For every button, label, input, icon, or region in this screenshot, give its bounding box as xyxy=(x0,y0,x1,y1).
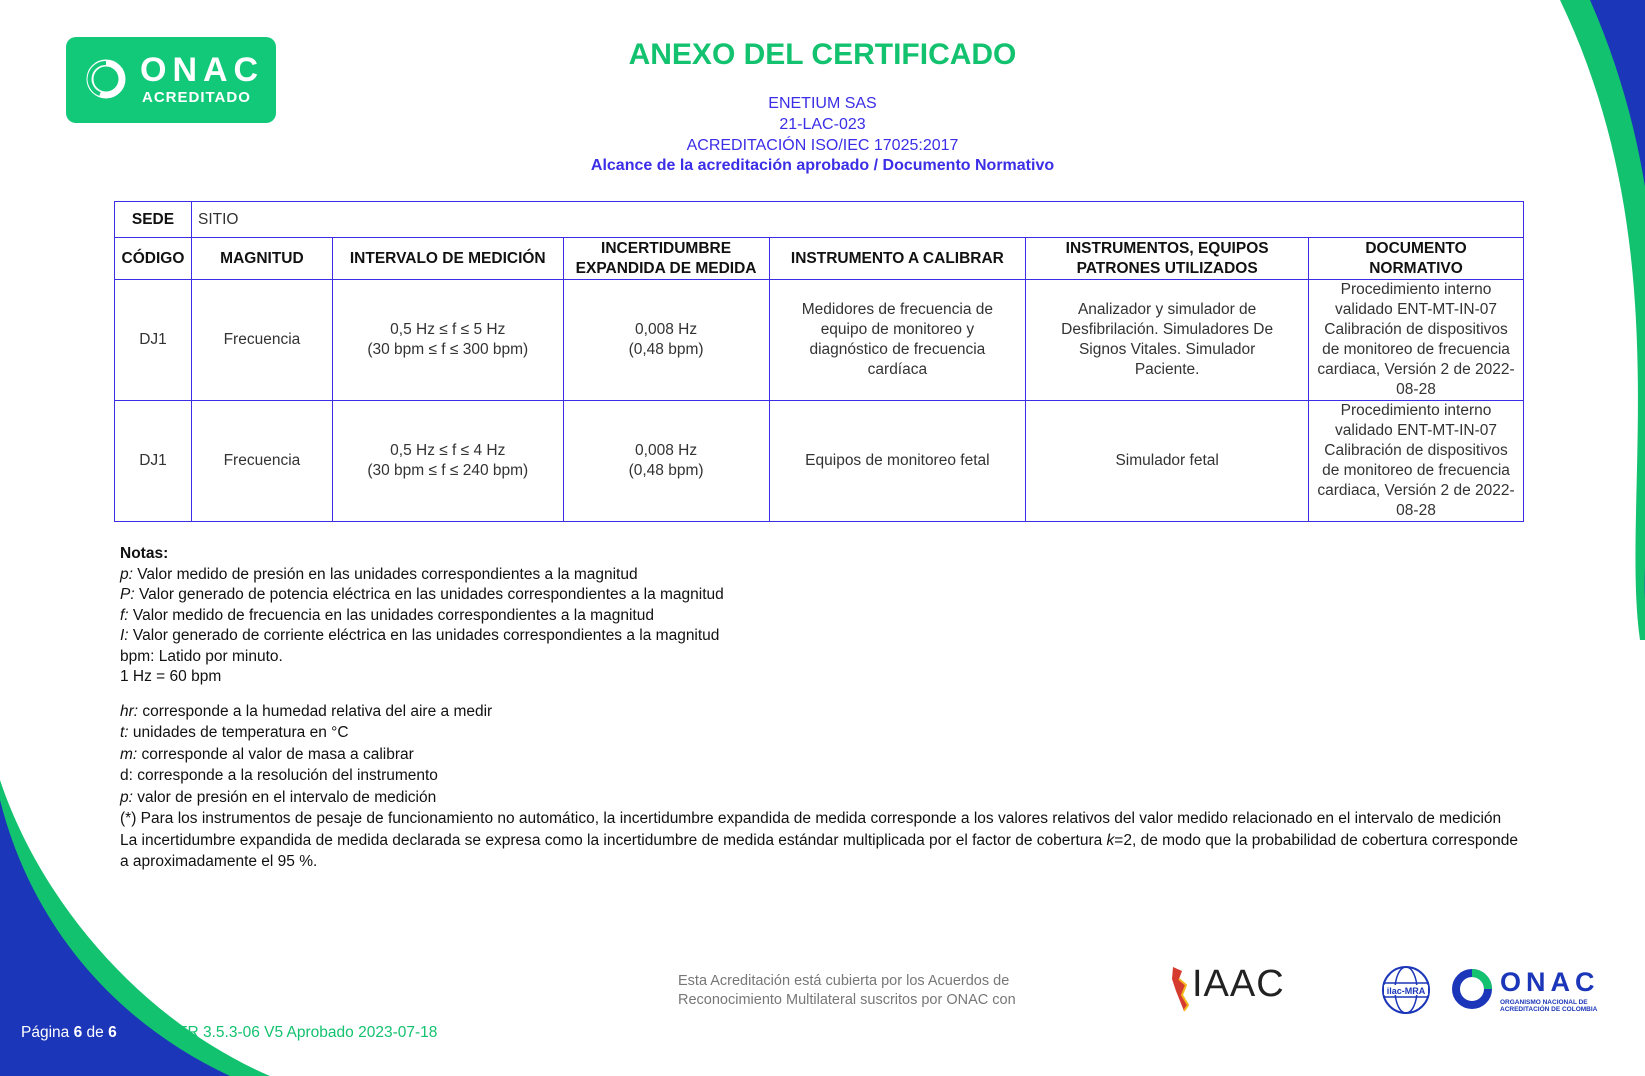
note-text: unidades de temperatura en °C xyxy=(128,724,349,741)
note-text: Valor medido de presión en las unidades correspondientes a la magnitud xyxy=(132,565,638,583)
note-text: =2, de modo que la probabilidad de cobertura corresponde a aproximadamente el 95 %. xyxy=(120,831,1519,870)
note-text: La incertidumbre expandida de medida declarada se expresa como la incertidumbre de medida estándar multiplicada por el factor de cobertura xyxy=(120,831,1107,849)
incert-bpm: (0,48 bpm) xyxy=(628,462,704,479)
cell-codigo: DJ1 xyxy=(115,280,192,401)
note-line xyxy=(120,787,1520,809)
logo-name: ONAC xyxy=(140,51,265,89)
onac-sub: ORGANISMO NACIONAL DE ACREDITACIÓN DE COLOMBIA xyxy=(1500,999,1598,1013)
cell-instrumento: Medidores de frecuencia de equipo de monitoreo y diagnóstico de frecuencia cardíaca xyxy=(769,280,1026,401)
header-instrumento: INSTRUMENTO A CALIBRAR xyxy=(769,238,1026,280)
cell-intervalo xyxy=(332,280,563,401)
note-line xyxy=(120,830,1520,873)
sede-label: SEDE xyxy=(115,202,192,238)
note-line xyxy=(120,606,1520,627)
cell-instrumento: Equipos de monitoreo fetal xyxy=(769,401,1026,522)
note-line xyxy=(120,722,1520,744)
note-symbol: I: xyxy=(120,627,129,644)
note-text: corresponde al valor de masa a calibrar xyxy=(137,745,414,763)
ilac-globe-icon xyxy=(1381,965,1431,1015)
header-intervalo: INTERVALO DE MEDICIÓN xyxy=(332,238,563,280)
table-row xyxy=(115,401,1524,522)
note-line: bpm: Latido por minuto. xyxy=(120,647,283,665)
intervalo-bpm: (30 bpm ≤ f ≤ 300 bpm) xyxy=(367,341,529,358)
note-line xyxy=(120,701,1520,723)
cell-incertidumbre xyxy=(563,280,769,401)
cell-documento: Procedimiento interno validado ENT-MT-IN-07 Calibración de dispositivos de monitoreo de frecuencia cardiaca, Versión 2 de 2022-08-28 xyxy=(1309,280,1524,401)
note-symbol: k xyxy=(1106,831,1115,849)
note-symbol: p: xyxy=(120,565,133,583)
intervalo-hz: 0,5 Hz ≤ f ≤ 4 Hz xyxy=(390,442,506,459)
notes-heading: Notas: xyxy=(120,545,169,562)
page-current: 6 xyxy=(73,1024,83,1041)
header-codigo: CÓDIGO xyxy=(115,238,192,280)
note-symbol: p: xyxy=(120,788,133,806)
note-line: (*) Para los instrumentos de pesaje de funcionamiento no automático, la incertidumbre expandida de medida corresponde a los valores relativos del valor medido relacionado en el intervalo de medición xyxy=(120,810,1502,827)
cell-magnitud: Frecuencia xyxy=(191,401,332,522)
header-magnitud: MAGNITUD xyxy=(191,238,332,280)
note-text: corresponde a la humedad relativa del aire a medir xyxy=(138,702,493,720)
incert-hz: 0,008 Hz xyxy=(635,321,698,338)
cell-intervalo xyxy=(332,401,563,522)
note-line: 1 Hz = 60 bpm xyxy=(120,668,222,685)
cell-codigo: DJ1 xyxy=(115,401,192,522)
company-name: ENETIUM SAS xyxy=(768,95,877,112)
iaac-map-icon xyxy=(1170,965,1194,1013)
note-symbol: f: xyxy=(120,606,129,624)
note-line xyxy=(120,744,1520,766)
note-symbol: P: xyxy=(120,586,135,603)
onac-footer-logo xyxy=(1450,965,1600,1015)
note-symbol: hr: xyxy=(120,702,139,720)
cell-incertidumbre xyxy=(563,401,769,522)
footer-text-line: Reconocimiento Multilateral suscritos por ONAC con xyxy=(678,992,1016,1008)
cell-patrones: Analizador y simulador de Desfibrilación. Simuladores De Signos Vitales. Simulador Paciente. xyxy=(1026,280,1309,401)
header-incertidumbre: INCERTIDUMBRE EXPANDIDA DE MEDIDA xyxy=(563,238,769,280)
note-line xyxy=(120,585,1520,606)
sede-row xyxy=(115,202,1524,238)
page-title: ANEXO DEL CERTIFICADO xyxy=(628,38,1017,71)
ilac-text: ilac-MRA xyxy=(1386,986,1426,996)
page-total: 6 xyxy=(108,1024,117,1041)
form-code: FR 3.5.3-06 V5 Aprobado 2023-07-18 xyxy=(178,1024,438,1041)
page-word: Página xyxy=(21,1024,70,1041)
iaac-text: IAAC xyxy=(1192,963,1285,1005)
note-symbol: m: xyxy=(120,745,138,763)
intervalo-bpm: (30 bpm ≤ f ≤ 240 bpm) xyxy=(367,462,529,479)
scope-line: Alcance de la acreditación aprobado / Documento Normativo xyxy=(590,157,1055,174)
header-documento: DOCUMENTO NORMATIVO xyxy=(1309,238,1524,280)
iaac-logo xyxy=(1170,965,1295,1015)
note-line: d: corresponde a la resolución del instrumento xyxy=(120,767,438,784)
footer-agreement-text xyxy=(678,972,1016,1010)
accreditation-code: 21-LAC-023 xyxy=(779,116,866,133)
cell-patrones: Simulador fetal xyxy=(1026,401,1309,522)
footer-text-line: Esta Acreditación está cubierta por los Acuerdos de xyxy=(678,973,1010,989)
incert-hz: 0,008 Hz xyxy=(635,442,698,459)
onac-ring-icon xyxy=(1450,967,1494,1011)
page-number xyxy=(21,1024,117,1042)
ilac-mra-logo xyxy=(1381,965,1431,1015)
sede-value: SITIO xyxy=(191,202,1523,238)
accreditation-standard: ACREDITACIÓN ISO/IEC 17025:2017 xyxy=(686,137,959,154)
cell-magnitud: Frecuencia xyxy=(191,280,332,401)
logo-sub: ACREDITADO xyxy=(142,89,251,106)
note-text: Valor generado de potencia eléctrica en las unidades correspondientes a la magnitud xyxy=(134,586,724,603)
header-row xyxy=(115,238,1524,280)
note-line xyxy=(120,626,1520,647)
scope-table xyxy=(114,201,1524,522)
cell-documento: Procedimiento interno validado ENT-MT-IN-07 Calibración de dispositivos de monitoreo de frecuencia cardiaca, Versión 2 de 2022-08-28 xyxy=(1309,401,1524,522)
note-line xyxy=(120,565,1520,586)
page-of: de xyxy=(86,1024,104,1041)
incert-bpm: (0,48 bpm) xyxy=(628,341,704,358)
table-row xyxy=(115,280,1524,401)
note-symbol: t: xyxy=(120,724,129,741)
onac-name: ONAC xyxy=(1500,967,1600,997)
header-patrones: INSTRUMENTOS, EQUIPOS PATRONES UTILIZADOS xyxy=(1026,238,1309,280)
note-text: Valor generado de corriente eléctrica en las unidades correspondientes a la magnitud xyxy=(128,627,720,644)
intervalo-hz: 0,5 Hz ≤ f ≤ 5 Hz xyxy=(390,321,506,338)
note-text: Valor medido de frecuencia en las unidades correspondientes a la magnitud xyxy=(128,606,654,624)
note-text: valor de presión en el intervalo de medición xyxy=(132,788,437,806)
notes-section xyxy=(120,544,1520,873)
